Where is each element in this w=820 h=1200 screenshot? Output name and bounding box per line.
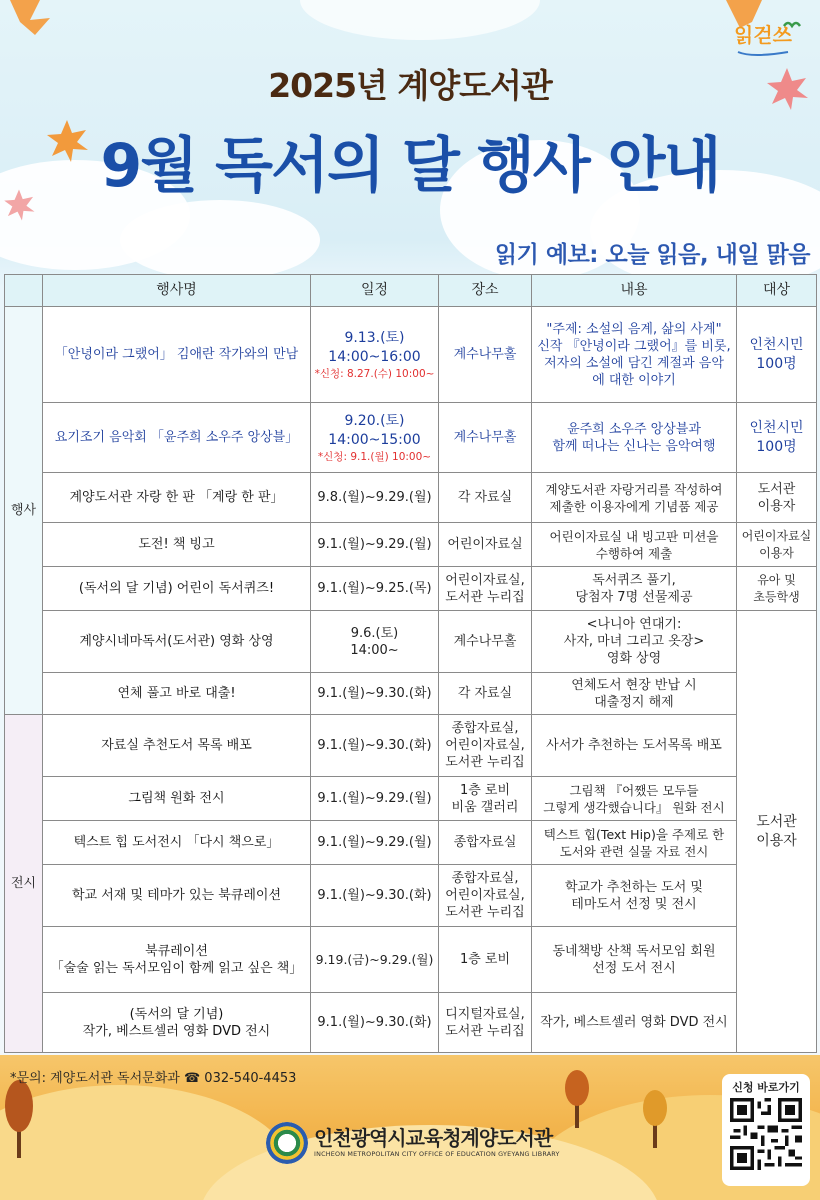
table-row xyxy=(5,473,817,523)
event-target-merged: 도서관 이용자 xyxy=(737,611,817,1053)
event-name: 연체 풀고 바로 대출! xyxy=(43,673,311,715)
header-date: 일정 xyxy=(311,275,439,307)
event-place: 종합자료실 xyxy=(439,821,532,865)
header-event-name: 행사명 xyxy=(43,275,311,307)
event-place: 1층 로비 xyxy=(439,927,532,993)
event-place: 계수나무홀 xyxy=(439,611,532,673)
event-content: 계양도서관 자랑거리를 작성하여 제출한 이용자에게 기념품 제공 xyxy=(532,473,737,523)
event-place: 어린이자료실 xyxy=(439,523,532,567)
tree-icon xyxy=(2,1078,36,1158)
event-name: (독서의 달 기념) 작가, 베스트셀러 영화 DVD 전시 xyxy=(43,993,311,1053)
event-target: 유아 및 초등학생 xyxy=(737,567,817,611)
page-subtitle: 2025년 계양도서관 xyxy=(268,66,552,105)
event-name: 북큐레이션 「술술 읽는 독서모임이 함께 읽고 싶은 책」 xyxy=(43,927,311,993)
event-content: 연체도서 현장 반납 시 대출정지 해제 xyxy=(532,673,737,715)
event-place: 종합자료실, 어린이자료실, 도서관 누리집 xyxy=(439,715,532,777)
qr-code-icon[interactable] xyxy=(730,1098,802,1170)
event-target: 인천시민 100명 xyxy=(737,403,817,473)
event-place: 1층 로비 비움 갤러리 xyxy=(439,777,532,821)
contact-info: *문의: 계양도서관 독서문화과 ☎ 032-540-4453 xyxy=(10,1071,297,1086)
category-event: 행사 xyxy=(5,307,43,715)
header-category xyxy=(5,275,43,307)
event-name: 텍스트 힙 도서전시 「다시 책으로」 xyxy=(43,821,311,865)
reading-campaign-logo xyxy=(730,12,806,62)
event-content: "주제: 소설의 음계, 삶의 사계" 신작 『안녕이라 그랬어』를 비롯, 저자의 소설에 담긴 계절과 음악 에 대한 이야기 xyxy=(532,307,737,403)
cloud-decoration xyxy=(300,0,540,40)
event-name: 계양도서관 자랑 한 판 「계랑 한 판」 xyxy=(43,473,311,523)
event-date: 9.1.(월)~9.30.(화) xyxy=(311,865,439,927)
event-target: 도서관 이용자 xyxy=(737,473,817,523)
event-date: 9.1.(월)~9.29.(월) xyxy=(311,821,439,865)
event-name: 학교 서재 및 테마가 있는 북큐레이션 xyxy=(43,865,311,927)
event-place: 각 자료실 xyxy=(439,473,532,523)
event-content: 어린이자료실 내 빙고판 미션을 수행하여 제출 xyxy=(532,523,737,567)
table-row xyxy=(5,673,817,715)
table-row xyxy=(5,927,817,993)
category-exhibit: 전시 xyxy=(5,715,43,1053)
table-row xyxy=(5,777,817,821)
event-place: 각 자료실 xyxy=(439,673,532,715)
table-row xyxy=(5,567,817,611)
event-content: 사서가 추천하는 도서목록 배포 xyxy=(532,715,737,777)
library-logo xyxy=(266,1120,566,1170)
event-date xyxy=(311,307,439,403)
table-row xyxy=(5,865,817,927)
event-name: 요기조기 음악회 「윤주희 소우주 앙상블」 xyxy=(43,403,311,473)
event-date: 9.1.(월)~9.30.(화) xyxy=(311,993,439,1053)
library-name-en: INCHEON METROPOLITAN CITY OFFICE OF EDUCATION GYEYANG LIBRARY xyxy=(314,1150,560,1158)
event-date: 9.6.(토) 14:00~ xyxy=(311,611,439,673)
event-date xyxy=(311,403,439,473)
table-row xyxy=(5,993,817,1053)
cloud-decoration xyxy=(120,200,320,280)
table-row xyxy=(5,821,817,865)
table-row xyxy=(5,611,817,673)
header-place: 장소 xyxy=(439,275,532,307)
event-content: <나니아 연대기: 사자, 마녀 그리고 옷장> 영화 상영 xyxy=(532,611,737,673)
event-place: 어린이자료실, 도서관 누리집 xyxy=(439,567,532,611)
tree-icon xyxy=(640,1088,670,1148)
event-name: 자료실 추천도서 목록 배포 xyxy=(43,715,311,777)
svg-text:읽걷쓰: 읽걷쓰 xyxy=(734,23,792,47)
event-content: 텍스트 힙(Text Hip)을 주제로 한 도서와 관련 실물 자료 전시 xyxy=(532,821,737,865)
tree-icon xyxy=(562,1068,592,1128)
page-title: 9월 독서의 달 행사 안내 xyxy=(100,131,720,201)
event-date-text: 9.20.(토) 14:00~15:00 xyxy=(328,412,421,448)
event-target: 인천시민 100명 xyxy=(737,307,817,403)
event-date: 9.1.(월)~9.29.(월) xyxy=(311,777,439,821)
event-content: 독서퀴즈 풀기, 당첨자 7명 선물제공 xyxy=(532,567,737,611)
table-header-row xyxy=(5,275,817,307)
apply-period: *신청: 8.27.(수) 10:00~ xyxy=(314,367,435,380)
event-place: 계수나무홀 xyxy=(439,403,532,473)
event-content: 작가, 베스트셀러 영화 DVD 전시 xyxy=(532,993,737,1053)
event-content: 윤주희 소우주 앙상블과 함께 떠나는 신나는 음악여행 xyxy=(532,403,737,473)
event-date-text: 9.13.(토) 14:00~16:00 xyxy=(328,329,421,365)
event-date: 9.1.(월)~9.30.(화) xyxy=(311,673,439,715)
header-content: 내용 xyxy=(532,275,737,307)
event-date: 9.1.(월)~9.30.(화) xyxy=(311,715,439,777)
event-name: 도전! 책 빙고 xyxy=(43,523,311,567)
event-content: 동네책방 산책 독서모임 회원 선정 도서 전시 xyxy=(532,927,737,993)
qr-apply-box[interactable] xyxy=(722,1074,810,1186)
event-name: (독서의 달 기념) 어린이 독서퀴즈! xyxy=(43,567,311,611)
qr-label: 신청 바로가기 xyxy=(732,1081,800,1094)
reading-forecast: 읽기 예보: 오늘 읽음, 내일 맑음 xyxy=(494,242,810,268)
event-date: 9.1.(월)~9.29.(월) xyxy=(311,523,439,567)
table-row xyxy=(5,403,817,473)
emblem-icon xyxy=(266,1122,308,1164)
event-target: 어린이자료실 이용자 xyxy=(737,523,817,567)
table-row xyxy=(5,523,817,567)
logo-icon xyxy=(730,12,806,62)
table-row xyxy=(5,715,817,777)
maple-leaf-icon xyxy=(0,0,80,40)
event-date: 9.8.(월)~9.29.(월) xyxy=(311,473,439,523)
event-name: 계양시네마독서(도서관) 영화 상영 xyxy=(43,611,311,673)
event-name: 그림책 원화 전시 xyxy=(43,777,311,821)
event-place: 종합자료실, 어린이자료실, 도서관 누리집 xyxy=(439,865,532,927)
event-date: 9.1.(월)~9.25.(목) xyxy=(311,567,439,611)
event-content: 그림책 『어쨌든 모두들 그렇게 생각했습니다』 원화 전시 xyxy=(532,777,737,821)
table-row xyxy=(5,307,817,403)
event-place: 계수나무홀 xyxy=(439,307,532,403)
event-content: 학교가 추천하는 도서 및 테마도서 선정 및 전시 xyxy=(532,865,737,927)
event-date: 9.19.(금)~9.29.(월) xyxy=(311,927,439,993)
event-name: 「안녕이라 그랬어」 김애란 작가와의 만남 xyxy=(43,307,311,403)
event-place: 디지털자료실, 도서관 누리집 xyxy=(439,993,532,1053)
apply-period: *신청: 9.1.(월) 10:00~ xyxy=(317,450,432,463)
events-table xyxy=(4,274,817,1053)
library-name: 인천광역시교육청계양도서관 xyxy=(314,1126,553,1150)
header-target: 대상 xyxy=(737,275,817,307)
